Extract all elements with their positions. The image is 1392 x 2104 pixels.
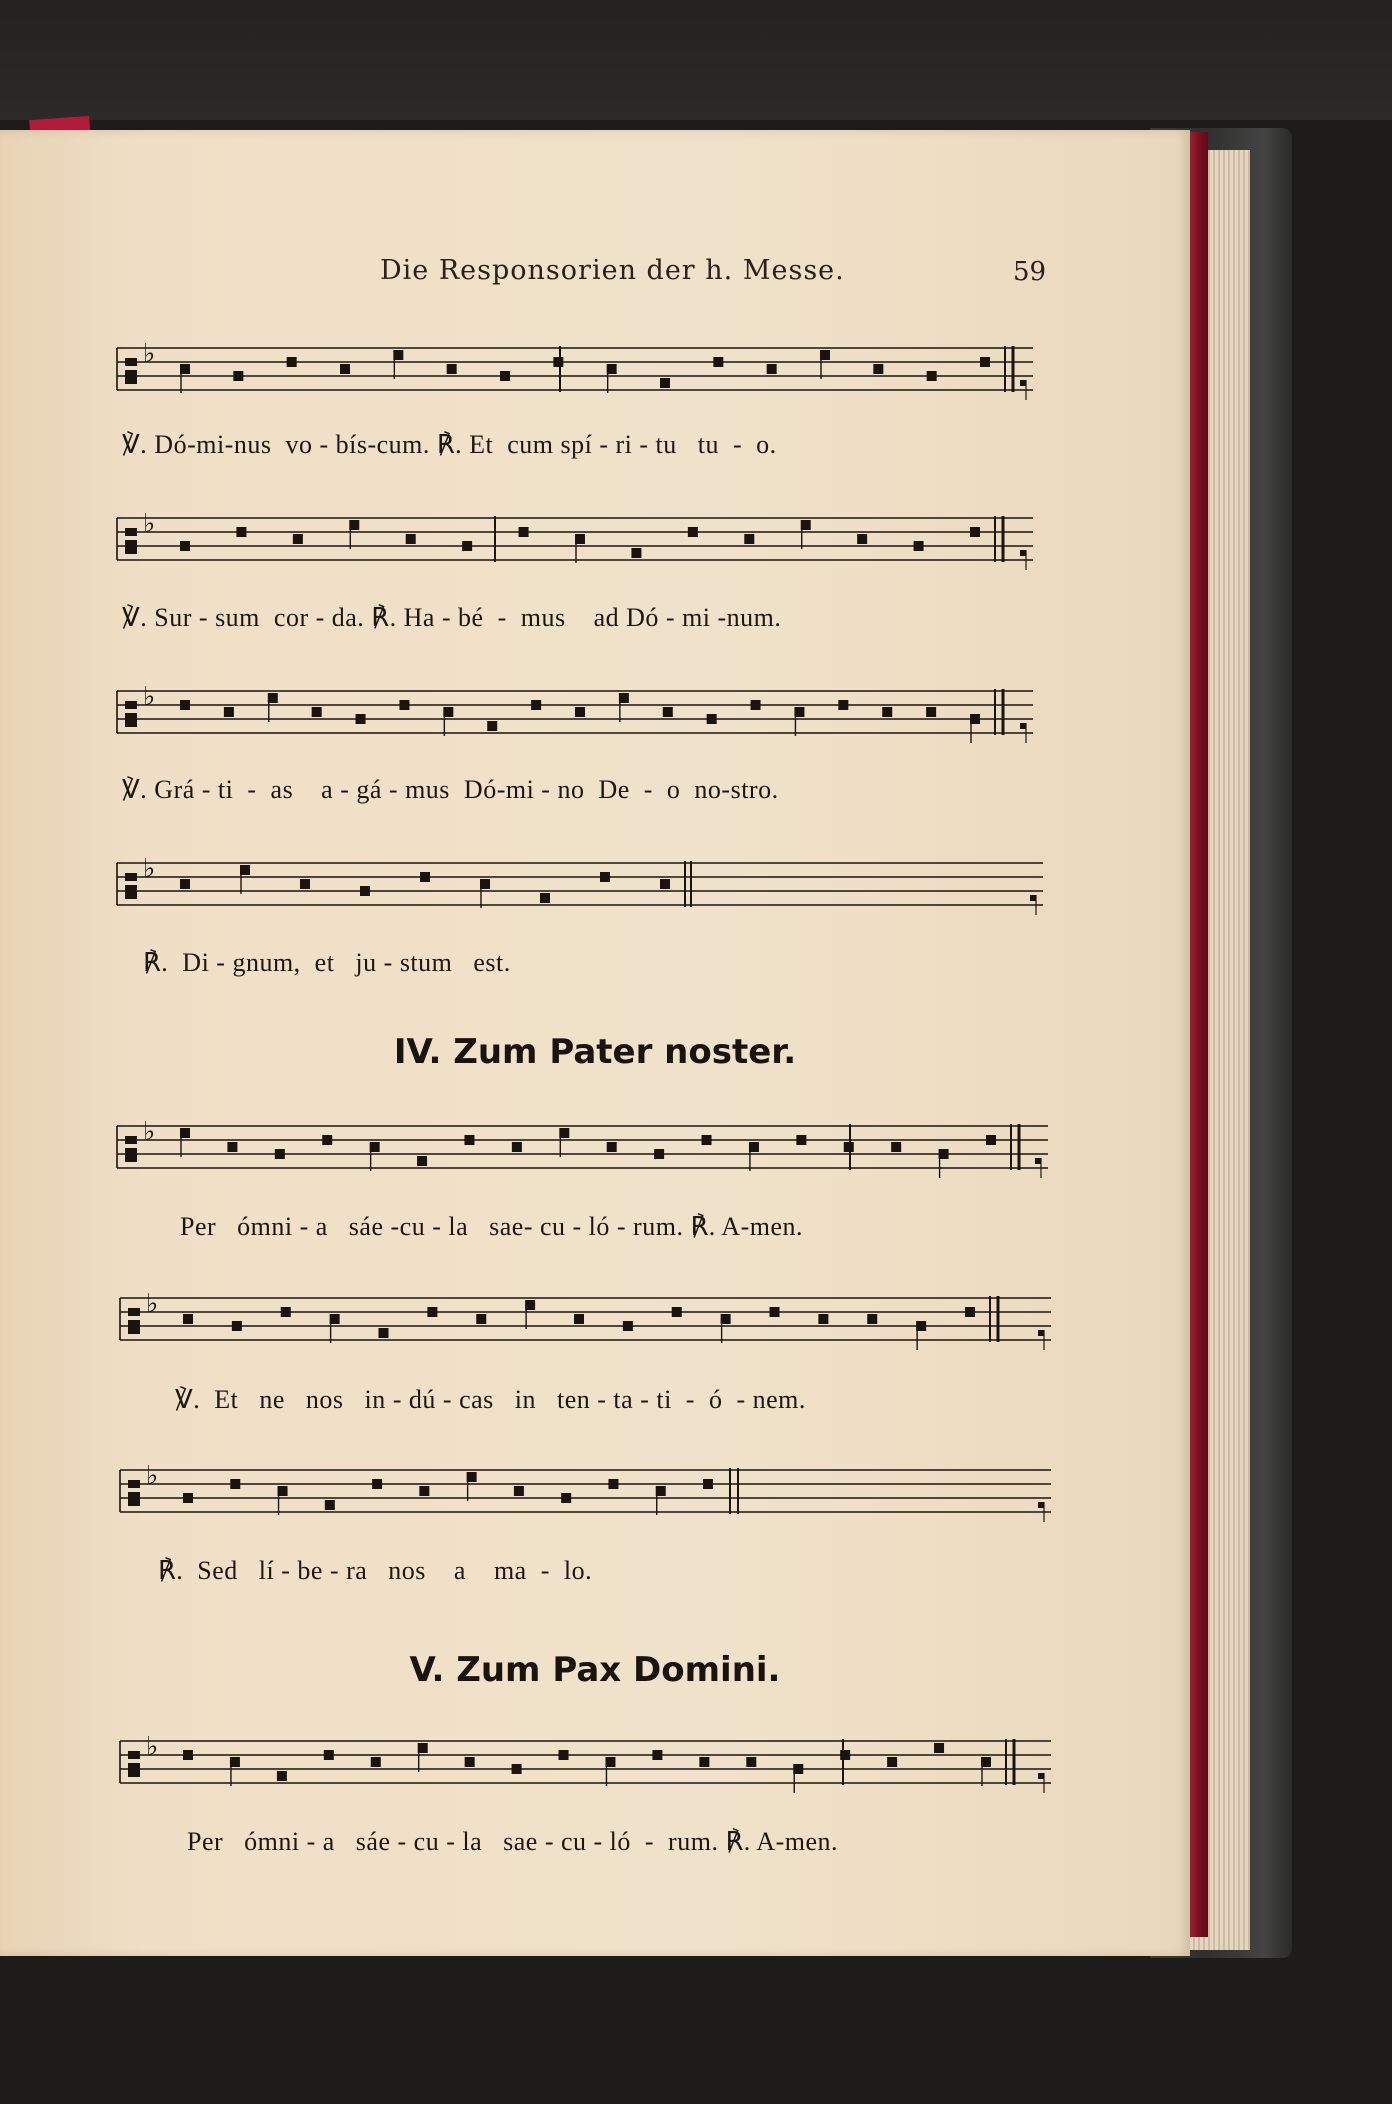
staff-2-neume-2 bbox=[293, 534, 303, 544]
staff-5-custos-icon bbox=[1035, 1158, 1041, 1164]
staff-1-clef-icon-top bbox=[125, 358, 137, 366]
staff-7-clef-icon bbox=[128, 1492, 140, 1506]
staff-2-neume-8 bbox=[631, 548, 641, 558]
staff-3-neume-0 bbox=[180, 700, 190, 710]
staff-6-custos-icon bbox=[1038, 1330, 1044, 1336]
staff-5-neume-14 bbox=[844, 1142, 854, 1152]
staff-7-custos-icon bbox=[1038, 1502, 1044, 1508]
staff-1-flat-icon: ♭ bbox=[143, 340, 156, 369]
staff-2-neume-6 bbox=[519, 527, 529, 537]
staff-7-neume-9 bbox=[608, 1479, 618, 1489]
staff-6-neume-5 bbox=[427, 1307, 437, 1317]
staff-2-neume-0 bbox=[180, 541, 190, 551]
running-head-title: Die Responsorien der h. Messe. bbox=[380, 255, 845, 286]
staff-1-neume-3 bbox=[340, 364, 350, 374]
staff-3-neume-4 bbox=[356, 714, 366, 724]
staff-8-neume-8 bbox=[559, 1750, 569, 1760]
staff-4-clef-icon bbox=[125, 885, 137, 899]
staff-6-neume-13 bbox=[818, 1314, 828, 1324]
staff-5 bbox=[115, 1118, 1050, 1188]
staff-5-neume-5 bbox=[417, 1156, 427, 1166]
staff-1-neume-2 bbox=[287, 357, 297, 367]
section-heading-iv: IV. Zum Pater noster. bbox=[393, 1032, 797, 1072]
staff-4-neume-7 bbox=[600, 872, 610, 882]
staff-2-neume-14 bbox=[970, 527, 980, 537]
staff-8-neume-14 bbox=[840, 1750, 850, 1760]
staff-6-neume-1 bbox=[232, 1321, 242, 1331]
staff-8-clef-icon bbox=[128, 1763, 140, 1777]
staff-8-neume-7 bbox=[512, 1764, 522, 1774]
staff-4-custos-icon bbox=[1030, 895, 1036, 901]
staff-3-neume-11 bbox=[663, 707, 673, 717]
staff-2-clef-icon-top bbox=[125, 528, 137, 536]
staff-3-neume-3 bbox=[312, 707, 322, 717]
staff-8-neume-11 bbox=[699, 1757, 709, 1767]
staff-8-neume-2 bbox=[277, 1771, 287, 1781]
staff-1 bbox=[115, 340, 1050, 410]
staff-8-custos-icon bbox=[1038, 1773, 1044, 1779]
staff-6-neume-6 bbox=[476, 1314, 486, 1324]
lyric-1: ℣. Dó-mi-nus vo - bís-cum. ℟. Et cum spí - ri - tu tu - o. bbox=[122, 430, 777, 459]
staff-3-neume-15 bbox=[838, 700, 848, 710]
staff-7-neume-8 bbox=[561, 1493, 571, 1503]
staff-5-neume-1 bbox=[227, 1142, 237, 1152]
background-top bbox=[0, 0, 1392, 120]
staff-2-neume-13 bbox=[914, 541, 924, 551]
staff-8-flat-icon: ♭ bbox=[146, 1733, 159, 1762]
staff-5-neume-7 bbox=[512, 1142, 522, 1152]
staff-8-neume-12 bbox=[746, 1757, 756, 1767]
staff-3-clef-icon-top bbox=[125, 701, 137, 709]
staff-7-flat-icon: ♭ bbox=[146, 1462, 159, 1491]
staff-4-neume-4 bbox=[420, 872, 430, 882]
staff-2-neume-4 bbox=[406, 534, 416, 544]
staff-4-neume-0 bbox=[180, 879, 190, 889]
staff-3-neume-8 bbox=[531, 700, 541, 710]
staff-3-clef-icon bbox=[125, 713, 137, 727]
staff-4-clef-icon-top bbox=[125, 873, 137, 881]
staff-2-flat-icon: ♭ bbox=[143, 510, 156, 539]
staff-1-neume-9 bbox=[660, 378, 670, 388]
staff-1-neume-7 bbox=[553, 357, 563, 367]
staff-2-custos-icon bbox=[1020, 550, 1026, 556]
staff-1-neume-15 bbox=[980, 357, 990, 367]
staff-1-neume-11 bbox=[767, 364, 777, 374]
lyric-8: Per ómni - a sáe - cu - la sae - cu - ló - rum. ℟. A-men. bbox=[187, 1827, 838, 1856]
staff-8-neume-3 bbox=[324, 1750, 334, 1760]
staff-8-clef-icon-top bbox=[128, 1751, 140, 1759]
staff-5-neume-11 bbox=[702, 1135, 712, 1145]
staff-4-neume-6 bbox=[540, 893, 550, 903]
staff-1-neume-1 bbox=[233, 371, 243, 381]
staff-2-clef-icon bbox=[125, 540, 137, 554]
staff-5-neume-13 bbox=[796, 1135, 806, 1145]
staff-7-neume-5 bbox=[419, 1486, 429, 1496]
staff-6-neume-0 bbox=[183, 1314, 193, 1324]
staff-8-neume-4 bbox=[371, 1757, 381, 1767]
staff-6-neume-12 bbox=[770, 1307, 780, 1317]
staff-1-neume-14 bbox=[927, 371, 937, 381]
staff-8 bbox=[118, 1733, 1053, 1803]
staff-4-neume-8 bbox=[660, 879, 670, 889]
page-number: 59 bbox=[1013, 257, 1047, 287]
staff-7-neume-11 bbox=[703, 1479, 713, 1489]
staff-6-neume-4 bbox=[379, 1328, 389, 1338]
staff-7-neume-3 bbox=[325, 1500, 335, 1510]
staff-6-flat-icon: ♭ bbox=[146, 1290, 159, 1319]
staff-6-neume-8 bbox=[574, 1314, 584, 1324]
staff-2-neume-1 bbox=[236, 527, 246, 537]
staff-8-neume-10 bbox=[652, 1750, 662, 1760]
staff-4-neume-3 bbox=[360, 886, 370, 896]
staff-7-neume-4 bbox=[372, 1479, 382, 1489]
staff-3-neume-13 bbox=[751, 700, 761, 710]
staff-5-clef-icon-top bbox=[125, 1136, 137, 1144]
lyric-7: ℟. Sed lí - be - ra nos a ma - lo. bbox=[158, 1556, 593, 1585]
staff-7 bbox=[118, 1462, 1053, 1532]
section-heading-v: V. Zum Pax Domini. bbox=[409, 1650, 781, 1690]
staff-5-neume-17 bbox=[986, 1135, 996, 1145]
staff-4 bbox=[115, 855, 1050, 925]
staff-3-neume-9 bbox=[575, 707, 585, 717]
lyric-5: Per ómni - a sáe -cu - la sae- cu - ló - rum. ℟. A-men. bbox=[180, 1212, 803, 1241]
staff-1-neume-6 bbox=[500, 371, 510, 381]
staff-3-neume-17 bbox=[926, 707, 936, 717]
staff-1-clef-icon bbox=[125, 370, 137, 384]
staff-3-neume-12 bbox=[707, 714, 717, 724]
staff-7-neume-1 bbox=[230, 1479, 240, 1489]
staff-3 bbox=[115, 683, 1050, 753]
staff-2 bbox=[115, 510, 1050, 580]
staff-5-flat-icon: ♭ bbox=[143, 1118, 156, 1147]
lyric-3: ℣. Grá - ti - as a - gá - mus Dó-mi - no De - o no-stro. bbox=[122, 775, 779, 804]
staff-7-neume-0 bbox=[183, 1493, 193, 1503]
staff-2-neume-10 bbox=[744, 534, 754, 544]
staff-5-neume-3 bbox=[322, 1135, 332, 1145]
staff-6 bbox=[118, 1290, 1053, 1360]
staff-3-flat-icon: ♭ bbox=[143, 683, 156, 712]
staff-2-neume-9 bbox=[688, 527, 698, 537]
running-head bbox=[0, 255, 1190, 295]
staff-4-neume-2 bbox=[300, 879, 310, 889]
staff-7-clef-icon-top bbox=[128, 1480, 140, 1488]
staff-1-neume-5 bbox=[447, 364, 457, 374]
lyric-4: ℟. Di - gnum, et ju - stum est. bbox=[143, 948, 511, 977]
staff-8-neume-0 bbox=[183, 1750, 193, 1760]
staff-1-custos-icon bbox=[1020, 380, 1026, 386]
staff-5-neume-2 bbox=[275, 1149, 285, 1159]
staff-3-neume-5 bbox=[399, 700, 409, 710]
staff-3-neume-16 bbox=[882, 707, 892, 717]
staff-5-clef-icon bbox=[125, 1148, 137, 1162]
staff-1-neume-10 bbox=[713, 357, 723, 367]
staff-2-neume-12 bbox=[857, 534, 867, 544]
staff-3-custos-icon bbox=[1020, 723, 1026, 729]
staff-7-neume-7 bbox=[514, 1486, 524, 1496]
staff-4-flat-icon: ♭ bbox=[143, 855, 156, 884]
staff-8-neume-15 bbox=[887, 1757, 897, 1767]
lyric-6: ℣. Et ne nos in - dú - cas in ten - ta - ti - ó - nem. bbox=[175, 1385, 806, 1414]
staff-5-neume-10 bbox=[654, 1149, 664, 1159]
staff-5-neume-6 bbox=[464, 1135, 474, 1145]
staff-6-neume-2 bbox=[281, 1307, 291, 1317]
staff-6-clef-icon bbox=[128, 1320, 140, 1334]
staff-2-neume-5 bbox=[462, 541, 472, 551]
staff-3-neume-1 bbox=[224, 707, 234, 717]
staff-6-neume-14 bbox=[867, 1314, 877, 1324]
lyric-2: ℣. Sur - sum cor - da. ℟. Ha - bé - mus ad Dó - mi -num. bbox=[122, 603, 782, 632]
staff-5-neume-15 bbox=[891, 1142, 901, 1152]
staff-8-neume-6 bbox=[465, 1757, 475, 1767]
staff-6-clef-icon-top bbox=[128, 1308, 140, 1316]
staff-6-neume-16 bbox=[965, 1307, 975, 1317]
staff-1-neume-13 bbox=[873, 364, 883, 374]
staff-8-neume-16 bbox=[934, 1743, 944, 1753]
staff-5-neume-9 bbox=[607, 1142, 617, 1152]
staff-3-neume-7 bbox=[487, 721, 497, 731]
staff-6-neume-10 bbox=[672, 1307, 682, 1317]
staff-6-neume-9 bbox=[623, 1321, 633, 1331]
